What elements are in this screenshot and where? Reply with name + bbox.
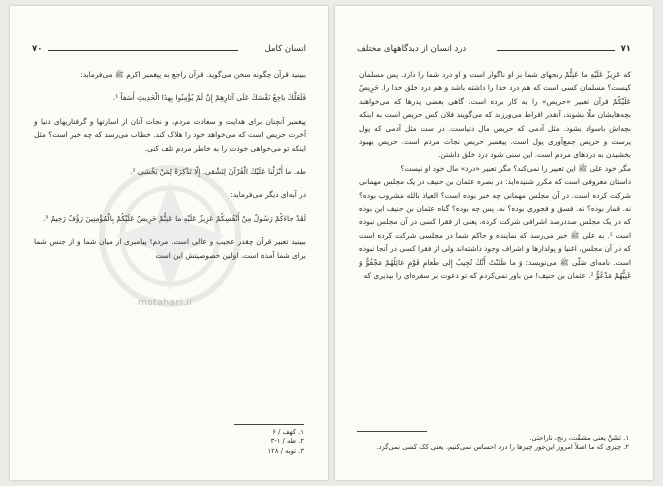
footnote-rule	[357, 431, 427, 432]
paragraph: در آیه‌ای دیگر می‌فرماید:	[230, 190, 306, 200]
right-page-body	[359, 68, 631, 283]
paragraph: داستان معروفی است که مکرر شنیده‌اید: در بصره عثمان بن حنیف در یک مجلس مهمانی شرکت کرده است. در آن مجلس مهمانی چه خبر بوده است؟ العیاذ بالله مشروب بوده؟ نه. قمار بوده؟ نه. فسق و فجوری بوده؟ نه. پس چه بوده؟ گناه عثمان بن حنیف این بوده که در یک مجلس صددرصد اشرافی شرکت کرده، یعنی از فقرا کسی در آن مجلس نبوده است ¹. به علی ﷺ خبر می‌رسد که نماینده و حاکم شما در مجلسی شرکت کرده است که در آن مجلس، اغنیا و پولدارها و اشراف وجود داشته‌اند ولی از فقرا کسی در آنجا نبوده است. نامه‌ای صَلّى ﷺ می‌نویسد: وَ ما ظَنَنْتُ أَنَّكَ تُجِيبُ إِلى طَعامِ قَوْمٍ عائِلُهُمْ مَجْفُوٌّ وَ غَنِيُّهُمْ مَدْعُوٌّ ². عثمان بن حنیف! من باور نمی‌کردم که تو دعوت بر سفره‌ای را بپذیری که	[359, 177, 631, 281]
paragraph: ببینید قرآن چگونه سخن می‌گوید. قرآن راجع به پیغمبر اکرم ﷺ می‌فرماید:	[80, 70, 306, 79]
verse: فَلَعَلَّكَ باخِعٌ نَفْسَكَ عَلَى آثارِهِمْ إِنْ لَمْ يُؤْمِنُوا بِهذَا الْحَدِيثِ أَسَفاً ¹.	[112, 93, 306, 103]
verse: طه. ما أَنْزَلْنا عَلَيْكَ الْقُرْآنَ لِتَشْقى. إِلّا تَذْكِرَةً لِمَنْ يَخْشى ².	[130, 167, 306, 177]
running-title: انسان کامل	[264, 44, 306, 54]
paragraph: که عَزِيزٌ عَلَيْهِ ما عَنِتُّمْ رنجهای شما بر او ناگوار است و او درد شما را دارد. پس مسلمان کیست؟ مسلمان کسی است که هم درد خدا را داشته باشد و هم درد خلق خدا را. حَرِيصٌ عَلَيْكُمْ قرآن تعبیر «حریص» را به کار برده است. گاهی بعضی پدرها که می‌خواهند بچه‌هایشان ملّا بشوند، آنقدر افراط می‌ورزند که می‌گویند فلان کس حریص است به اینکه بچه‌اش باسواد بشود. مثل آدمی که حریص مال دنیاست. در ست مثل آدمی که پول پرست و حریص جمع‌آوری پول است. پیغمبر حریص نجات مردم است. حریص بهبود بخشیدن به دردهای مردم است. این سنی شود درد خلق داشتن.	[359, 70, 631, 160]
verse: لَقَدْ جاءَكُمْ رَسُولٌ مِنْ أَنْفُسِكُمْ عَزِيزٌ عَلَيْهِ ما عَنِتُّمْ حَرِيصٌ عَلَيْكُمْ بِالْمُؤْمِنِينَ رَؤُفٌ رَحِيمٌ ³.	[42, 213, 306, 223]
footnote: ۳. توبه / ۱۲۸	[267, 446, 304, 455]
page-number: ۷۰	[32, 44, 43, 54]
paragraph: ببینید تعبیر قرآن چقدر عجیب و عالی است. مردم! پیامبری از میان شما و از جنس شما برای شما آمده است. اولین خصوصیتش این است	[34, 237, 306, 260]
footnote: ۲. چیزی که ما اصلاً امروز این‌جور چیزها را درد احساس نمی‌کنیم. یعنی کک کسی نمی‌گزد.	[376, 443, 629, 452]
header-rule	[48, 50, 238, 51]
right-page	[335, 6, 653, 480]
paragraph: مگر خود علی ﷺ این تعبیر را نمی‌کند؟ مگر تعبیر «درد» مال خود او نیست؟	[400, 163, 631, 173]
footnotes	[357, 434, 629, 453]
right-page-header	[357, 42, 631, 56]
watermark-text: motahari.ir	[138, 298, 194, 308]
footnote-rule	[234, 424, 304, 425]
footnote: ۲. طه / ۱-۳	[270, 437, 304, 446]
paragraph: پیغمبر آنچنان برای هدایت و سعادت مردم، و نجات آنان از اسارتها و گرفتاریهای دنیا و آخرت حریص است که می‌خواهد خود را هلاک کند. خطاب می‌رسد که چه خبر است؟ مثل اینکه تو می‌خواهی خودت را به خاطر مردم تلف کنی.	[34, 116, 306, 153]
left-page-header	[32, 42, 306, 56]
left-page-body	[34, 68, 306, 262]
header-rule	[497, 50, 615, 51]
footnotes	[184, 428, 304, 456]
footnote: ۱. کهف / ۶	[272, 428, 304, 436]
page-number: ۷۱	[620, 44, 631, 54]
footnote: ۱. نَشَنَّ یعنی مشقّت، رنج، ناراحتی.	[529, 434, 629, 442]
left-page	[10, 6, 328, 480]
running-title: درد انسان از دیدگاههای مختلف	[357, 44, 467, 54]
